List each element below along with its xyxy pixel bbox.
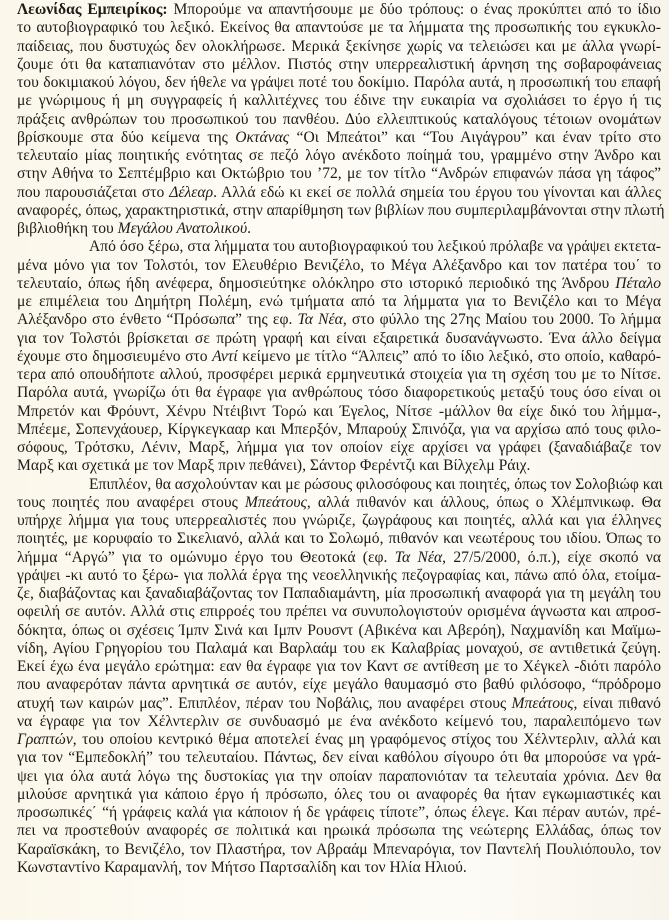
text-run: ποιητές, με κορυφαίο το Σικελιανό, αλλά και το Σολωμό, πιθανόν και νεωτέρους του ιδίου. Όπως το — [17, 530, 661, 548]
text-line — [17, 567, 661, 585]
text-run: τους ποιητές που αναφέρει στους — [17, 493, 245, 511]
text-run: για τον Τολστόι βρίσκεται σε πρώτη γραφή και είναι εξαιρετικά δυσανάγνωστο. Ένα άλλο δείγμα — [17, 329, 661, 347]
italic-title: Γραπτών — [17, 731, 73, 748]
text-run: ζουμε ότι θα καταπιανόταν στο μέλλον. Πιστός στην υπερρεαλιστική άρνηση της σοβαροφάνειας — [17, 55, 661, 73]
text-run: λήμμα “Αργώ” για το ομώνυμο έργο του Θεοτοκά (εφ. — [17, 548, 395, 566]
text-run: , 27/5/2000, ό.π.), είχε σκοπό να — [442, 548, 661, 566]
text-run: Μαρξ και σχετικά με τον Μαρξ πριν πεθάνει), Σάντορ Φερέντζι και Βίλχελμ Ράιχ. — [17, 457, 531, 475]
text-line — [17, 348, 661, 366]
text-line — [17, 804, 661, 822]
text-run: με επιμέλεια του Δημήτρη Πολέμη, ενώ τμήματα από τα λήμματα για το Βενιζέλο και το Μέγα — [17, 293, 661, 310]
text-line — [17, 439, 661, 457]
text-line — [17, 147, 661, 165]
italic-title: Τα Νέα — [394, 548, 443, 566]
text-line — [17, 421, 661, 439]
text-run: κείμενο με τίτλο “Άλπεις” από το ίδιο λεξικό, στο οποίο, καθαρό- — [237, 347, 662, 365]
text-line — [17, 640, 661, 658]
text-run: το αυτοβιογραφικό του λεξικό. Εκείνος θα απαντούσε με τα λήμματα της προσωπικής του εγκυκλο- — [17, 19, 661, 37]
italic-title: Αντί — [212, 347, 238, 365]
text-line — [17, 622, 661, 640]
italic-title: Μπεάτους — [244, 493, 307, 511]
text-line — [17, 822, 661, 840]
text-run: Κωνσταντίνο Καραμανλή, τον Μήτσο Παρτσαλίδη και τον Ηλία Ηλιού. — [17, 858, 467, 876]
text-run: Αλέξανδρο στο ένθετο “Πρόσωπα” της εφ. — [17, 311, 298, 329]
text-line — [17, 1, 661, 19]
text-run: με γνώριμους ή μη συγγραφείς ή καλλιτέχνες του έδινε την ευκαιρία να σχολιάσει το έργο ή τις — [17, 92, 661, 110]
text-run: γράψει -κι αυτό το ξέρω- για πολλά έργα της νεοελληνικής πεζογραφίας και, πάνω από όλα, ετοίμα- — [17, 566, 661, 584]
text-run: Επιπλέον, θα ασχολούνταν και με ρώσους φιλοσόφους και ποιητές, όπως τον Σολοβιώφ και — [89, 475, 663, 493]
text-line — [17, 695, 661, 713]
text-line — [17, 749, 661, 767]
text-line — [17, 731, 661, 749]
text-run: βρίσκουμε στα δύο κείμενα της — [17, 128, 236, 146]
text-line — [17, 92, 661, 110]
text-run: . — [247, 220, 252, 237]
text-run: δόκητα, όπως οι σχέσεις Ίμπν Σινά και Ιμπν Ρουσντ (Αβικένα και Αβερόη), Ναχμανίδη και Μαϊμω- — [17, 621, 661, 639]
text-line — [17, 129, 661, 147]
text-run: υπήρχε λήμμα για τους υπερρεαλιστές που γνώριζε, ζωγράφους και ποιητές, αλλά και για έλληνες — [17, 512, 661, 529]
text-run: νίδη, Αγίου Γρηγορίου του Παλαμά και Βαρλαάμ του εκ Καλαβρίας μοναχού, σε αντιθετικά ζεύγη. — [17, 639, 661, 657]
text-line — [17, 786, 661, 804]
text-run: , του οποίου κεντρικό θέμα αποτελεί ένας μη γραφόμενος στίχος του Χέλντερλιν, αλλά και — [72, 731, 661, 748]
text-line — [17, 19, 661, 37]
paragraph — [17, 476, 661, 878]
text-run: Καραϊσκάκη, το Βενιζέλο, τον Πλαστήρα, τον Αβραάμ Μπεναρόγια, τον Παντελή Πουλιόπουλο, τον — [17, 840, 661, 858]
text-line — [17, 476, 661, 494]
italic-title: Μεγάλου Ανατολικού — [117, 220, 248, 237]
text-run: που αναφερόταν πάντα αρνητικά σε αυτόν, είχε μεγάλο θαυμασμό στο βαθύ φιλόσοφο, “πρόδρομο — [17, 676, 661, 694]
text-run: Παρόλα αυτά, γνωρίζω ότι θα έγραφε για ανθρώπους τόσο διαφορετικούς μεταξύ τους όσο είναι οι — [17, 384, 661, 402]
text-line — [17, 201, 665, 220]
text-run: του δοκιμιακού λόγου, δεν ήθελε να γράψει ποτέ του δοκίμιο. Παρόλα αυτά, η προσωπική του επαφή — [17, 74, 661, 91]
text-line — [17, 841, 661, 859]
text-run: που παρουσιάζεται στο — [17, 183, 170, 201]
italic-title: Οκτάνας — [235, 128, 290, 146]
text-run: , είναι πιθανό — [573, 694, 661, 712]
text-line — [17, 111, 661, 129]
text-line — [17, 530, 661, 548]
text-run: , στο φύλλο της 27ης Μαίου του 2000. Το λήμμα — [342, 311, 661, 329]
text-run: πει να προστεθούν αναφορές σε πολιτικά και ηρωικά πρόσωπα της νεώτερης Ελλάδας, όπως τον — [17, 822, 661, 840]
text-run: ατυχή των καιρών μας”. Επιπλέον, πέραν του Νοβάλις, που αναφέρει στους — [17, 694, 512, 712]
text-line — [17, 403, 661, 421]
text-run: . Αλλά εδώ κι εκεί σε πολλά σημεία του έργου του γίνονται και άλλες — [213, 183, 661, 201]
text-line — [17, 275, 661, 293]
text-run: , αλλά πιθανόν και άλλους, όπως ο Χλέμπνικωφ. Θα — [306, 493, 661, 511]
text-run: μιλούσε αρνητικά για κάποιο έργο ή πρόσωπο, όλες του οι αναφορές θα ήταν εγκωμιαστικές και — [17, 785, 661, 803]
text-run: μένα μόνο για τον Τολστόι, τον Ελευθέριο Βενιζέλο, το Μέγα Αλέξανδρο και τον πατέρα του΄ το — [17, 256, 661, 274]
text-run: προσωπικές΄ “ή γράφεις καλά για κάποιον ή δε γράφεις τίποτε”, όπως έλεγε. Και πέραν αυτών, πρέ- — [17, 804, 661, 821]
text-line — [17, 713, 661, 731]
text-line — [17, 238, 661, 256]
text-line — [17, 165, 661, 183]
text-line — [17, 220, 661, 238]
text-line — [17, 38, 661, 56]
text-run: “Οι Μπεάτοι” και “Του Αιγάγρου” και έναν τρίτο στο — [289, 128, 661, 146]
text-run: οφειλή σε αυτόν. Αλλά στις επιρροές του πρέπει να συνυπολογιστούν ορισμένα άγνωστα και απροσ- — [17, 603, 661, 621]
text-run: για τον “Εμπεδοκλή” του τελευταίου. Πάντως, δεν είναι καθόλου σίγουρο ότι θα μπορούσε να γρά- — [17, 749, 661, 767]
article-body — [17, 1, 665, 877]
text-run: τερα από οπουδήποτε αλλού, προσφέρει μερικά ερμηνευτικά στοιχεία για τη σχέση του με το Νίτσε. — [17, 366, 661, 383]
text-run: τελευταίο, όπως ήδη ανέφερα, δημοσιεύτηκε ολόκληρο στο ιστορικό περιοδικό της Άνδρου — [17, 274, 616, 292]
italic-title: Πέταλο — [615, 274, 661, 292]
text-line — [17, 184, 661, 202]
text-line — [17, 74, 661, 92]
text-run: βιβλιοθήκη του — [17, 220, 118, 237]
text-run: Μπρετόν και Φρόυντ, Χένρυ Ντέιβιντ Τορώ και Έγελος, Νίτσε -μάλλον θα είχε δικό του λήμμα-, — [17, 402, 661, 420]
paragraph — [17, 238, 661, 475]
text-line — [17, 457, 661, 475]
italic-title: Μπεάτους — [511, 694, 574, 712]
text-line — [17, 859, 661, 877]
text-line — [17, 603, 661, 621]
paragraph — [17, 1, 665, 238]
text-line — [17, 311, 661, 329]
text-run: έχουμε στο δημοσιευμένο στο — [17, 347, 213, 365]
text-run: πράξεις ανθρώπων του προσωπικού του πανθέου. Δύο ελλειπτικούς καταλόγους τέτοιων ονομάτων — [17, 110, 661, 128]
text-line — [17, 512, 661, 530]
text-line — [17, 293, 661, 311]
text-line — [17, 658, 661, 676]
text-line — [17, 585, 661, 603]
text-run: τελευταίο μίας ποιητικής ενότητας σε πεζό λόγο ανέκδοτο ποίημά του, γραμμένο στην Άνδρο και — [17, 147, 661, 164]
text-line — [17, 494, 661, 512]
speaker-name: Λεωνίδας Εμπειρίκος: — [17, 1, 168, 18]
italic-title: Δέλεαρ — [169, 183, 214, 201]
text-line — [17, 257, 661, 275]
text-run: στην Αθήνα το Σεπτέμβριο και Οκτώβριο του ’72, με τον τίτλο “Ανδρών επιφανών πάσα γη τάφος” — [17, 165, 661, 183]
text-run: σόφους, Τρότσκυ, Λένιν, Μαρξ, λήμμα για τον οποίον είχε αρχίσει να γράφει (ξαναδιάβαζε τον — [17, 439, 661, 456]
text-line — [17, 56, 661, 74]
text-run: Από όσο ξέρω, στα λήμματα του αυτοβιογραφικού του λεξικού πρόλαβε να γράψει εκτετα- — [89, 238, 661, 256]
text-line — [17, 384, 661, 402]
text-run: ψει για όλα αυτά λόγω της δυστοκίας για την οποίαν παραπονιόταν τα τελευταία χρόνια. Δεν θα — [17, 767, 661, 785]
text-run: Εκεί έχω ένα μεγάλο ερώτημα: εαν θα έγραφε για τον Καντ σε αντίθεση με το Χέγκελ -διότι παρόλο — [17, 658, 661, 675]
text-run: Μπέεμε, Σοπενχάουερ, Κίργκεγκααρ και Μπερξόν, Μπαρούχ Σπινόζα, για να αρχίσω από τους φιλο- — [17, 420, 661, 438]
text-run: Μπορούμε να απαντήσουμε με δύο τρόπους: ο ένας προκύπτει από το ίδιο — [173, 1, 661, 18]
text-run: αναφορές, όπως, χαρακτηριστικά, στην απαρίθμηση των βιβλίων που συμπεριλαμβάνονται στην πλωτή — [17, 201, 665, 219]
text-line — [17, 549, 661, 567]
text-line — [17, 366, 661, 384]
text-run: να έγραφε για τον Χέλντερλιν σε συνδυασμό με ένα ανέκδοτο κείμενό του, παραλειπόμενο των — [17, 712, 661, 730]
text-line — [17, 330, 661, 348]
text-line — [17, 676, 661, 694]
italic-title: Τα Νέα — [297, 311, 343, 329]
text-run: παίδειας, που δυστυχώς δεν ολοκλήρωσε. Μερικά ξεκίνησε χωρίς να τελειώσει και με άλλα γνωρί- — [17, 37, 661, 55]
text-line — [17, 768, 661, 786]
text-run: ζε, διαβάζοντας και ξαναδιαβάζοντας τον Παπαδιαμάντη, μία προσωπική αναφορά για τη μεγάλη του — [17, 585, 661, 602]
